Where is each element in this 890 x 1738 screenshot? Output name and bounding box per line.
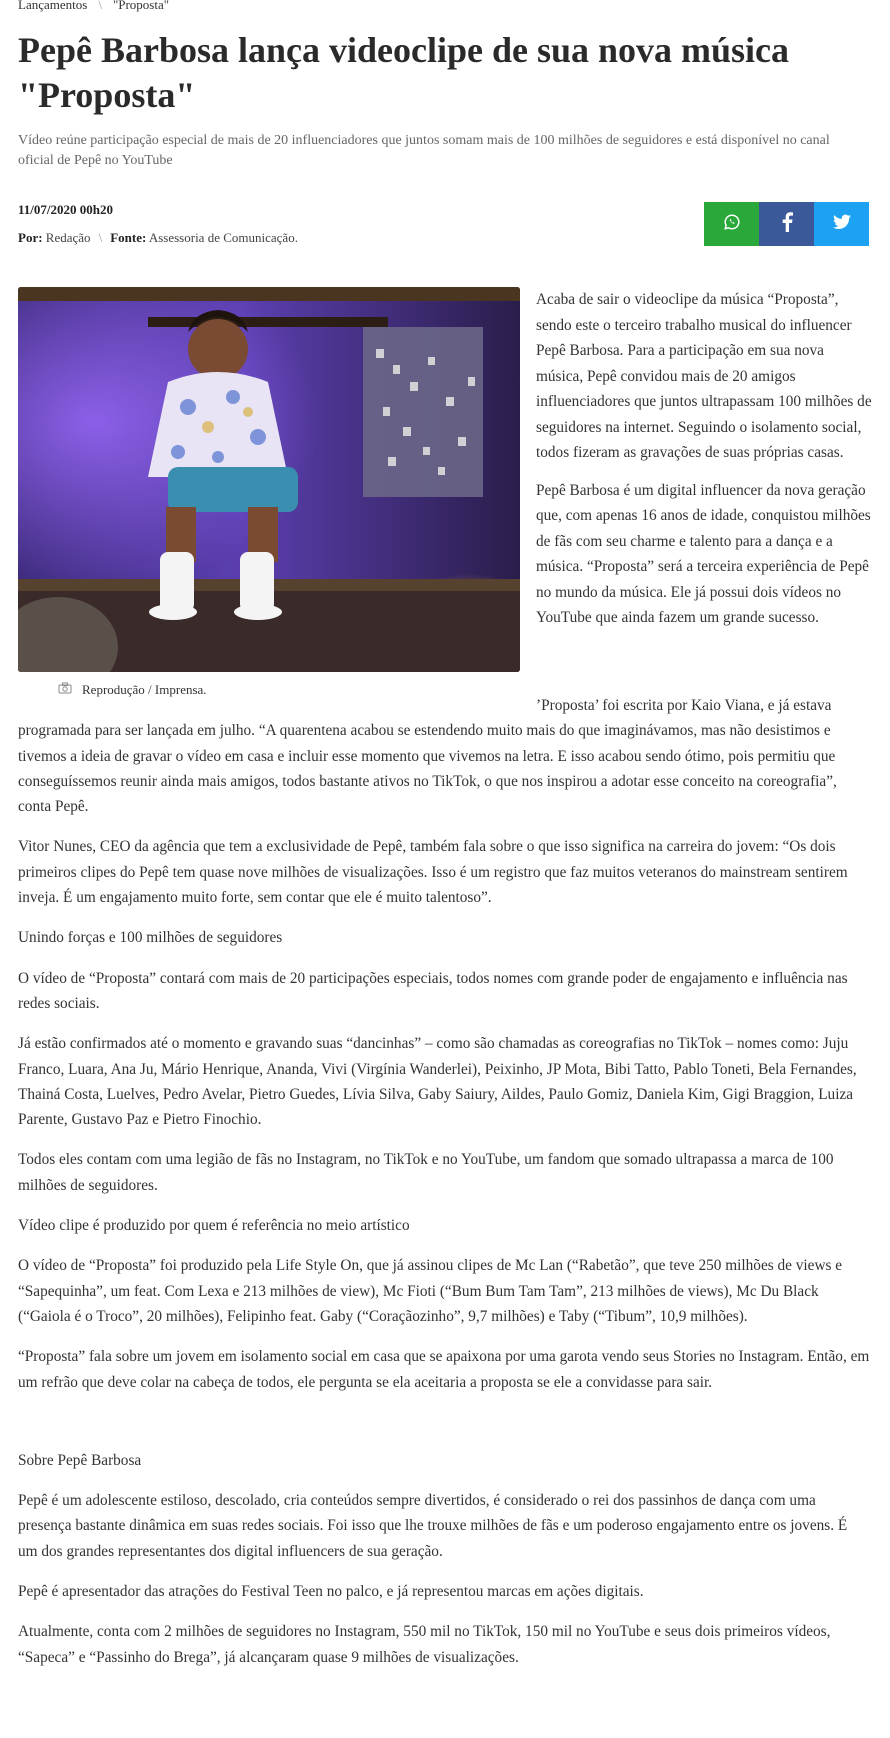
paragraph: “Proposta” fala sobre um jovem em isolamento social em casa que se apaixona por uma garota vendo seus Stories no Instagram. Então, em um refrão que deve colar na cabeça de todos, ele pergunta se ela aceitaria a proposta se ele a convidasse para sair. bbox=[18, 1348, 870, 1391]
caption-text: Reprodução / Imprensa. bbox=[82, 682, 207, 697]
paragraph: Já estão confirmados até o momento e gravando suas “dancinhas” – como são chamadas as coreografias no TikTok – nomes como: Juju Franco, Luara, Ana Ju, Mário Henrique, Ananda, Vivi (Virgínia Wanderlei), Peixinho, JP Mota, Bibi Tatto, Pablo Toneti, Bela Fernandes, Thainá Costa, Luelves, Pedro Avelar, Pietro Guedes, Lívia Silva, Gaby Saiury, Aildes, Paulo Gomiz, Daniela Kim, Gigi Braggion, Luiza Parente, Gustavo Paz e Pietro Finochio. bbox=[18, 1035, 857, 1129]
article-subtitle: Vídeo reúne participação especial de mais de 20 influenciadores que juntos somam mais de 100 milhões de seguidores e está disponível no canal oficial de Pepê no YouTube bbox=[18, 133, 830, 168]
facebook-icon bbox=[781, 212, 793, 237]
page-title: Pepê Barbosa lança videoclipe de sua nova música "Proposta" bbox=[18, 30, 790, 115]
source-label: Fonte: bbox=[110, 230, 147, 245]
breadcrumb bbox=[18, 0, 169, 13]
twitter-icon bbox=[833, 214, 851, 235]
share-twitter-button[interactable] bbox=[814, 202, 869, 246]
section-heading: Vídeo clipe é produzido por quem é referência no meio artístico bbox=[18, 1217, 410, 1235]
paragraph: Vitor Nunes, CEO da agência que tem a exclusividade de Pepê, também fala sobre o que isso significa na carreira do jovem: “Os dois primeiros clipes do Pepê tem quase nove milhões de visualizações. Isso é um registro que faz muitos veteranos do mainstream sentirem inveja. É um engajamento muito forte, sem contar que ele é muito talentoso”. bbox=[18, 838, 848, 907]
spacer bbox=[18, 1410, 870, 1448]
paragraph: Atualmente, conta com 2 milhões de seguidores no Instagram, 550 mil no TikTok, 150 mil no YouTube e seus dois primeiros vídeos, “Sapeca” e “Passinho do Brega”, já alcançaram quase 9 milhões de visualizações. bbox=[18, 1623, 831, 1666]
author-label: Por: bbox=[18, 230, 43, 245]
share-bar bbox=[704, 202, 869, 246]
publish-date: 11/07/2020 00h20 bbox=[18, 202, 113, 217]
breadcrumb-item-lancamentos[interactable]: Lançamentos bbox=[18, 0, 88, 12]
paragraph: O vídeo de “Proposta” foi produzido pela Life Style On, que já assinou clipes de Mc Lan (“Rabetão”, que teve 250 milhões de views e “Sapequinha”, um feat. Com Lexa e 213 milhões de view), Mc Fioti (“Bum Bum Tam Tam”, 213 milhões de views), Mc Du Black (“Gaiola é o Troco”, 20 milhões), Felipinho feat. Gaby (“Coraçãozinho”, 9,7 milhões) e Taby (“Tibum”, 10,9 milhões). bbox=[18, 1257, 843, 1325]
photo-illustration bbox=[18, 287, 520, 672]
intro-text bbox=[536, 287, 872, 643]
breadcrumb-separator: \ bbox=[98, 0, 102, 12]
paragraph: Pepê é apresentador das atrações do Festival Teen no palco, e já representou marcas em ações digitais. bbox=[18, 1583, 644, 1601]
paragraph: O vídeo de “Proposta” contará com mais de 20 participações especiais, todos nomes com grande poder de engajamento e influência nas redes sociais. bbox=[18, 969, 848, 1012]
share-facebook-button[interactable] bbox=[759, 202, 814, 246]
share-whatsapp-button[interactable] bbox=[704, 202, 759, 246]
section-heading: Unindo forças e 100 milhões de seguidores bbox=[18, 929, 283, 947]
byline bbox=[18, 230, 298, 246]
whatsapp-icon bbox=[723, 213, 741, 236]
paragraph: ’Proposta’ foi escrita por Kaio Viana, e já estava programada para ser lançada em julho. “A quarentena acabou se estendendo muito mais do que imaginávamos, mas não desistimos e tivemos a ideia de gravar o vídeo em casa e incluir esse momento que vivemos na letra. E isso acabou sendo ótimo, pois permitiu que conseguíssemos reunir ainda mais amigos, todos bastante ativos no TikTok, o que nos inspirou a adotar esse conceito na coreografia”, conta Pepê. bbox=[18, 697, 837, 816]
breadcrumb-item-current[interactable]: "Proposta" bbox=[112, 0, 170, 12]
source-value: Assessoria de Comunicação. bbox=[148, 230, 298, 245]
byline-separator: \ bbox=[98, 230, 103, 245]
article-body bbox=[18, 693, 870, 1685]
paragraph: Acaba de sair o videoclipe da música “Proposta”, sendo este o terceiro trabalho musical do influencer Pepê Barbosa. Para a participação em sua nova música, Pepê convidou mais de 20 amigos influenciadores que juntos ultrapassam 100 milhões de seguidores na internet. Seguindo o isolamento social, todos fizeram as gravações de suas próprias casas. bbox=[536, 291, 872, 461]
section-heading: Sobre Pepê Barbosa bbox=[18, 1451, 142, 1469]
paragraph: Todos eles contam com uma legião de fãs no Instagram, no TikTok e no YouTube, um fandom que somado ultrapassa a marca de 100 milhões de seguidores. bbox=[18, 1151, 834, 1194]
author-value: Redação bbox=[45, 230, 91, 245]
paragraph: Pepê é um adolescente estiloso, descolado, cria conteúdos sempre divertidos, é considerado o rei dos passinhos de dança com uma presença bastante dinâmica em suas redes sociais. Foi isso que lhe trouxe milhões de fãs e um poderoso engajamento entre os jovens. É um dos grandes representantes dos digital influencers de sua geração. bbox=[18, 1492, 848, 1560]
article-photo bbox=[18, 287, 520, 672]
paragraph: Pepê Barbosa é um digital influencer da nova geração que, com apenas 16 anos de idade, conquistou milhões de fãs com seu charme e talento para a dança e a música. “Proposta” será a terceira experiência de Pepê no mundo da música. Ele já possui dois vídeos no YouTube que ainda fazem um grande sucesso. bbox=[536, 481, 871, 626]
